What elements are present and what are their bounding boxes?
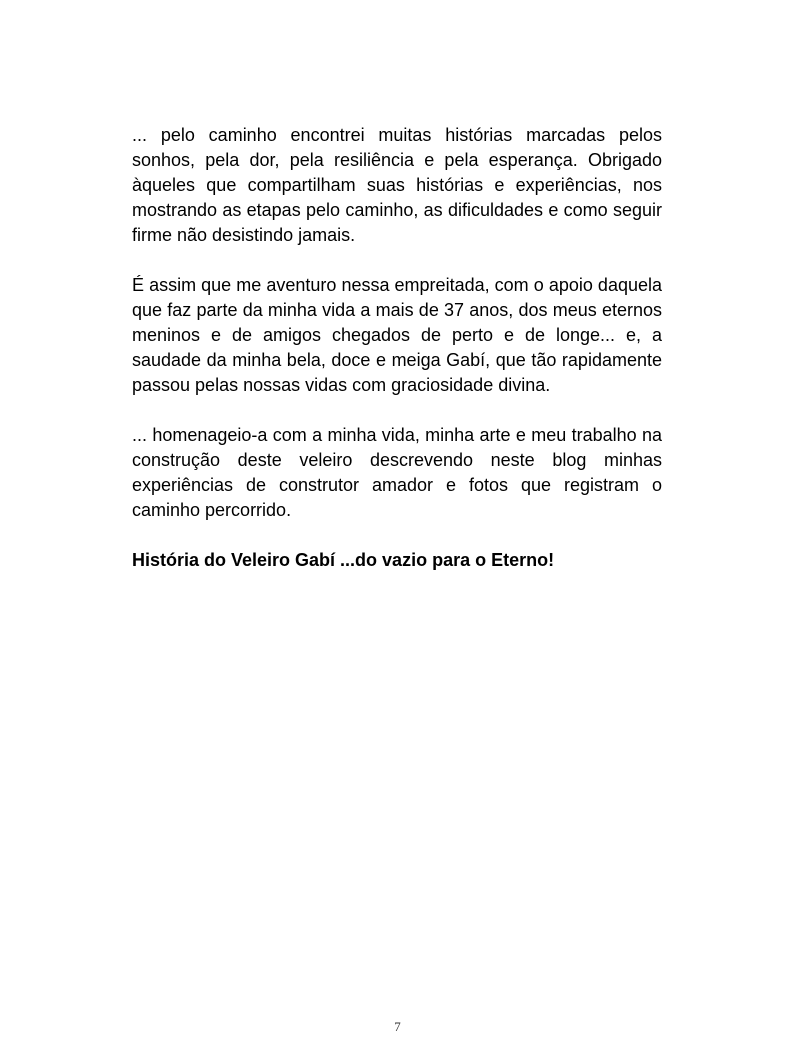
page-number: 7 <box>394 1019 401 1034</box>
paragraph-homage: ... homenageio-a com a minha vida, minha arte e meu trabalho na construção deste veleiro descrevendo neste blog minhas experiências de construtor amador e fotos que registram o caminho percorrido. <box>132 425 662 520</box>
paragraph-venture: É assim que me aventuro nessa empreitada, com o apoio daquela que faz parte da minha vida a mais de 37 anos, dos meus eternos meninos e de amigos chegados de perto e de longe... e, a saudade da minha bela, doce e meiga Gabí, que tão rapidamente passou pelas nossas vidas com graciosidade divina. <box>132 275 662 395</box>
closing-heading: História do Veleiro Gabí ...do vazio para o Eterno! <box>132 550 555 570</box>
paragraph-gratitude: ... pelo caminho encontrei muitas histórias marcadas pelos sonhos, pela dor, pela resiliência e pela esperança. Obrigado àqueles que compartilham suas histórias e experiências, nos mostrando as etapas pelo caminho, as dificuldades e como seguir firme não desistindo jamais. <box>132 125 662 245</box>
page-body <box>132 123 662 573</box>
